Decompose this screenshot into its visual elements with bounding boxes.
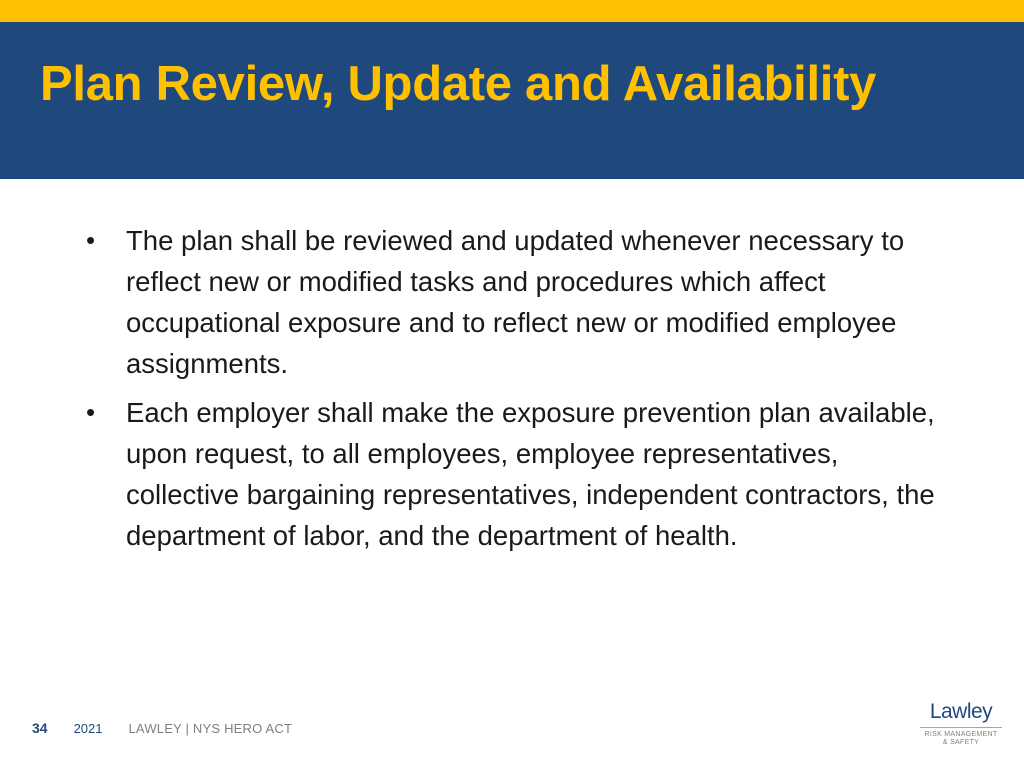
top-accent-stripe — [0, 0, 1024, 22]
logo-name: Lawley — [929, 700, 993, 723]
bullet-icon: • — [86, 397, 96, 427]
page-number: 34 — [32, 720, 48, 736]
lawley-logo — [916, 700, 1006, 747]
bullet-text: The plan shall be reviewed and updated whenever necessary to reflect new or modified tasks and procedures which affect occupational exposure and to reflect new or modified employee assignments. — [126, 225, 905, 379]
footer-text: LAWLEY | NYS HERO ACT — [128, 720, 293, 736]
logo-tagline-1: RISK MANAGEMENT — [924, 731, 998, 738]
bullet-list — [86, 220, 956, 556]
logo-divider — [920, 727, 1002, 728]
bullet-item — [86, 220, 956, 384]
footer-year: 2021 — [73, 720, 103, 736]
bullet-icon: • — [86, 225, 96, 255]
bullet-item — [86, 392, 956, 556]
bullet-text: Each employer shall make the exposure prevention plan available, upon request, to all employees, employee representatives, collective bargaining representatives, independent contractors, the department of labor, and the department of health. — [126, 397, 935, 551]
slide-footer — [32, 716, 292, 740]
logo-tagline-2: & SAFETY — [942, 739, 980, 746]
slide-title: Plan Review, Update and Availability — [40, 57, 877, 111]
slide-content — [86, 220, 956, 564]
